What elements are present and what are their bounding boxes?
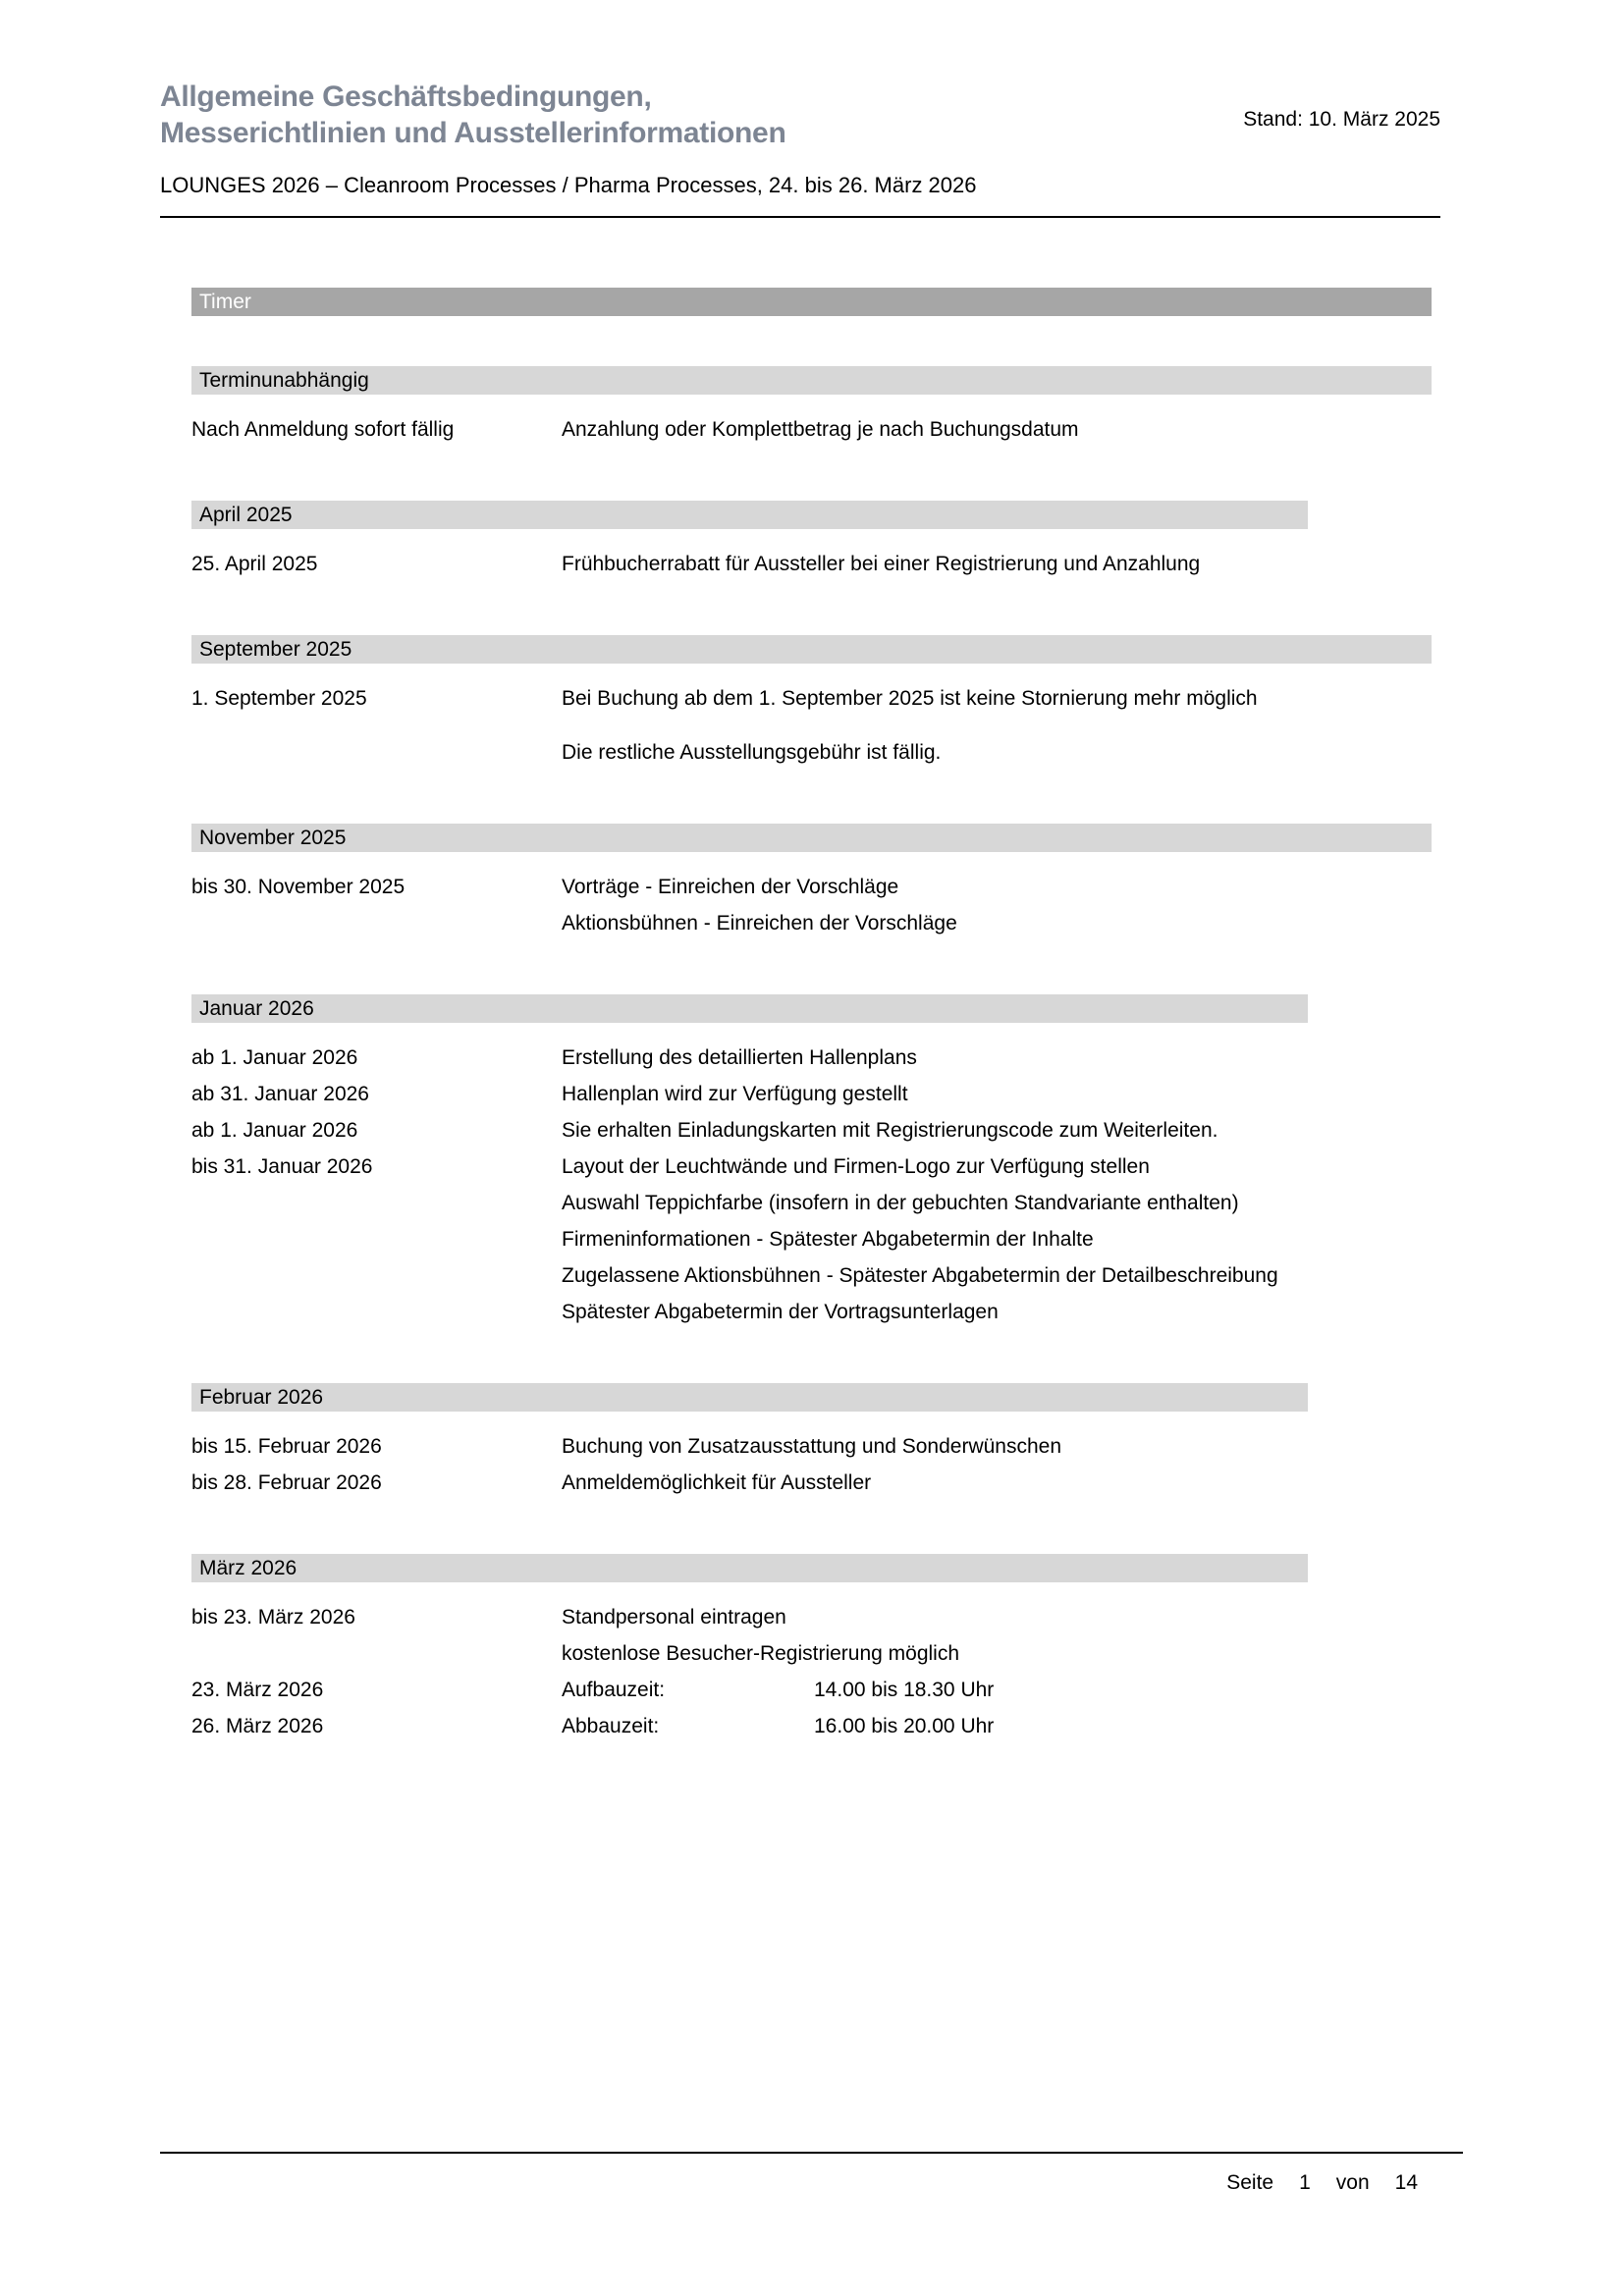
row-date: 25. April 2025 bbox=[191, 553, 318, 575]
row-description: Zugelassene Aktionsbühnen - Spätester Abgabetermin der Detailbeschreibung bbox=[562, 1264, 1278, 1287]
header-divider bbox=[160, 216, 1440, 218]
row-description: Anzahlung oder Komplettbetrag je nach Buchungsdatum bbox=[562, 418, 1079, 441]
seite-label: Seite bbox=[1226, 2171, 1274, 2194]
header-row bbox=[160, 79, 1440, 151]
row-description: Frühbucherrabatt für Aussteller bei einer Registrierung und Anzahlung bbox=[562, 553, 1201, 575]
row-date: bis 15. Februar 2026 bbox=[191, 1435, 382, 1458]
von-label: von bbox=[1335, 2171, 1370, 2194]
document-title bbox=[160, 79, 785, 151]
page-number-line bbox=[160, 2171, 1463, 2195]
row-date bbox=[191, 734, 562, 771]
timer-heading-bar bbox=[191, 288, 1432, 316]
timeline-row bbox=[191, 869, 1432, 905]
timeline-row bbox=[191, 1465, 1432, 1501]
section-november-2025 bbox=[191, 824, 1432, 941]
section-heading: Terminunabhängig bbox=[199, 369, 369, 392]
row-date bbox=[191, 905, 562, 941]
row-description: Vorträge - Einreichen der Vorschläge bbox=[562, 876, 899, 898]
doc-title-line1: Allgemeine Geschäftsbedingungen, bbox=[160, 80, 652, 113]
section-maerz-2026 bbox=[191, 1554, 1432, 1744]
timeline-row bbox=[191, 1040, 1432, 1076]
timeline-row bbox=[191, 1076, 1432, 1112]
row-date: bis 30. November 2025 bbox=[191, 876, 406, 898]
row-description: Layout der Leuchtwände und Firmen-Logo zur Verfügung stellen bbox=[562, 1155, 1150, 1178]
section-heading-bar bbox=[191, 824, 1432, 852]
section-heading-bar bbox=[191, 1554, 1308, 1582]
timeline-row bbox=[191, 1257, 1432, 1294]
document-header bbox=[160, 79, 1440, 218]
section-heading: Februar 2026 bbox=[199, 1386, 324, 1409]
row-date: Nach Anmeldung sofort fällig bbox=[191, 418, 455, 441]
section-heading: Januar 2026 bbox=[199, 997, 314, 1020]
section-heading: November 2025 bbox=[199, 827, 347, 849]
section-heading: April 2025 bbox=[199, 504, 293, 526]
row-description: Standpersonal eintragen bbox=[562, 1606, 786, 1629]
timeline-row bbox=[191, 1221, 1432, 1257]
row-date: 26. März 2026 bbox=[191, 1715, 324, 1737]
row-description: Die restliche Ausstellungsgebühr ist fällig. bbox=[562, 741, 942, 764]
row-date bbox=[191, 1294, 562, 1330]
row-description: kostenlose Besucher-Registrierung möglich bbox=[562, 1642, 960, 1665]
row-description: Bei Buchung ab dem 1. September 2025 ist keine Stornierung mehr möglich bbox=[562, 687, 1258, 710]
row-description: Aktionsbühnen - Einreichen der Vorschläge bbox=[562, 912, 957, 934]
row-date bbox=[191, 1221, 562, 1257]
timeline-row bbox=[191, 1708, 1432, 1744]
content-area bbox=[191, 288, 1432, 1744]
row-date bbox=[191, 1635, 562, 1672]
row-date: ab 31. Januar 2026 bbox=[191, 1083, 369, 1105]
timeline-row bbox=[191, 411, 1432, 448]
total-pages-value: 14 bbox=[1394, 2171, 1418, 2194]
timeline-row bbox=[191, 1112, 1432, 1148]
section-heading-bar bbox=[191, 366, 1432, 395]
stand-date: Stand: 10. März 2025 bbox=[1243, 108, 1440, 131]
timeline-row bbox=[191, 1148, 1432, 1185]
timeline-row bbox=[191, 680, 1432, 717]
section-heading-bar bbox=[191, 501, 1308, 529]
doc-title-line2: Messerichtlinien und Ausstellerinformationen bbox=[160, 117, 786, 149]
event-subtitle: LOUNGES 2026 – Cleanroom Processes / Pharma Processes, 24. bis 26. März 2026 bbox=[160, 173, 977, 197]
row-description: Anmeldemöglichkeit für Aussteller bbox=[562, 1471, 872, 1494]
row-description: Firmeninformationen - Spätester Abgabetermin der Inhalte bbox=[562, 1228, 1094, 1251]
section-februar-2026 bbox=[191, 1383, 1432, 1501]
row-time: 16.00 bis 20.00 Uhr bbox=[814, 1715, 995, 1737]
row-description: Buchung von Zusatzausstattung und Sonderwünschen bbox=[562, 1435, 1062, 1458]
row-description: Hallenplan wird zur Verfügung gestellt bbox=[562, 1083, 908, 1105]
row-description: Auswahl Teppichfarbe (insofern in der gebuchten Standvariante enthalten) bbox=[562, 1192, 1239, 1214]
section-heading-bar bbox=[191, 994, 1308, 1023]
row-time: 14.00 bis 18.30 Uhr bbox=[814, 1679, 995, 1701]
timeline-row bbox=[191, 905, 1432, 941]
section-april-2025 bbox=[191, 501, 1432, 582]
timeline-row bbox=[191, 1185, 1432, 1221]
row-date bbox=[191, 1185, 562, 1221]
timeline-row bbox=[191, 1672, 1432, 1708]
row-date bbox=[191, 1257, 562, 1294]
row-description: Abbauzeit: bbox=[562, 1715, 660, 1737]
sections bbox=[191, 366, 1432, 1744]
section-september-2025 bbox=[191, 635, 1432, 771]
row-description: Erstellung des detaillierten Hallenplans bbox=[562, 1046, 917, 1069]
footer-divider bbox=[160, 2152, 1463, 2154]
timeline-row bbox=[191, 1599, 1432, 1635]
row-date: 23. März 2026 bbox=[191, 1679, 324, 1701]
section-heading-bar bbox=[191, 635, 1432, 664]
section-heading: September 2025 bbox=[199, 638, 352, 661]
timeline-row bbox=[191, 734, 1432, 771]
row-description: Aufbauzeit: bbox=[562, 1679, 666, 1701]
row-date: bis 31. Januar 2026 bbox=[191, 1155, 373, 1178]
section-januar-2026 bbox=[191, 994, 1432, 1330]
row-description: Spätester Abgabetermin der Vortragsunterlagen bbox=[562, 1301, 999, 1323]
row-date: bis 28. Februar 2026 bbox=[191, 1471, 382, 1494]
timeline-row bbox=[191, 1294, 1432, 1330]
page-number-value: 1 bbox=[1299, 2171, 1311, 2194]
section-terminunabhaengig bbox=[191, 366, 1432, 448]
section-heading-bar bbox=[191, 1383, 1308, 1412]
row-description: Sie erhalten Einladungskarten mit Registrierungscode zum Weiterleiten. bbox=[562, 1119, 1218, 1142]
row-date: bis 23. März 2026 bbox=[191, 1606, 355, 1629]
timeline-row bbox=[191, 1428, 1432, 1465]
timer-heading: Timer bbox=[199, 291, 251, 313]
section-heading: März 2026 bbox=[199, 1557, 298, 1579]
timeline-row bbox=[191, 546, 1432, 582]
timeline-row bbox=[191, 1635, 1432, 1672]
page-footer bbox=[160, 2152, 1463, 2195]
row-date: ab 1. Januar 2026 bbox=[191, 1046, 358, 1069]
row-date: 1. September 2025 bbox=[191, 687, 367, 710]
row-date: ab 1. Januar 2026 bbox=[191, 1119, 358, 1142]
